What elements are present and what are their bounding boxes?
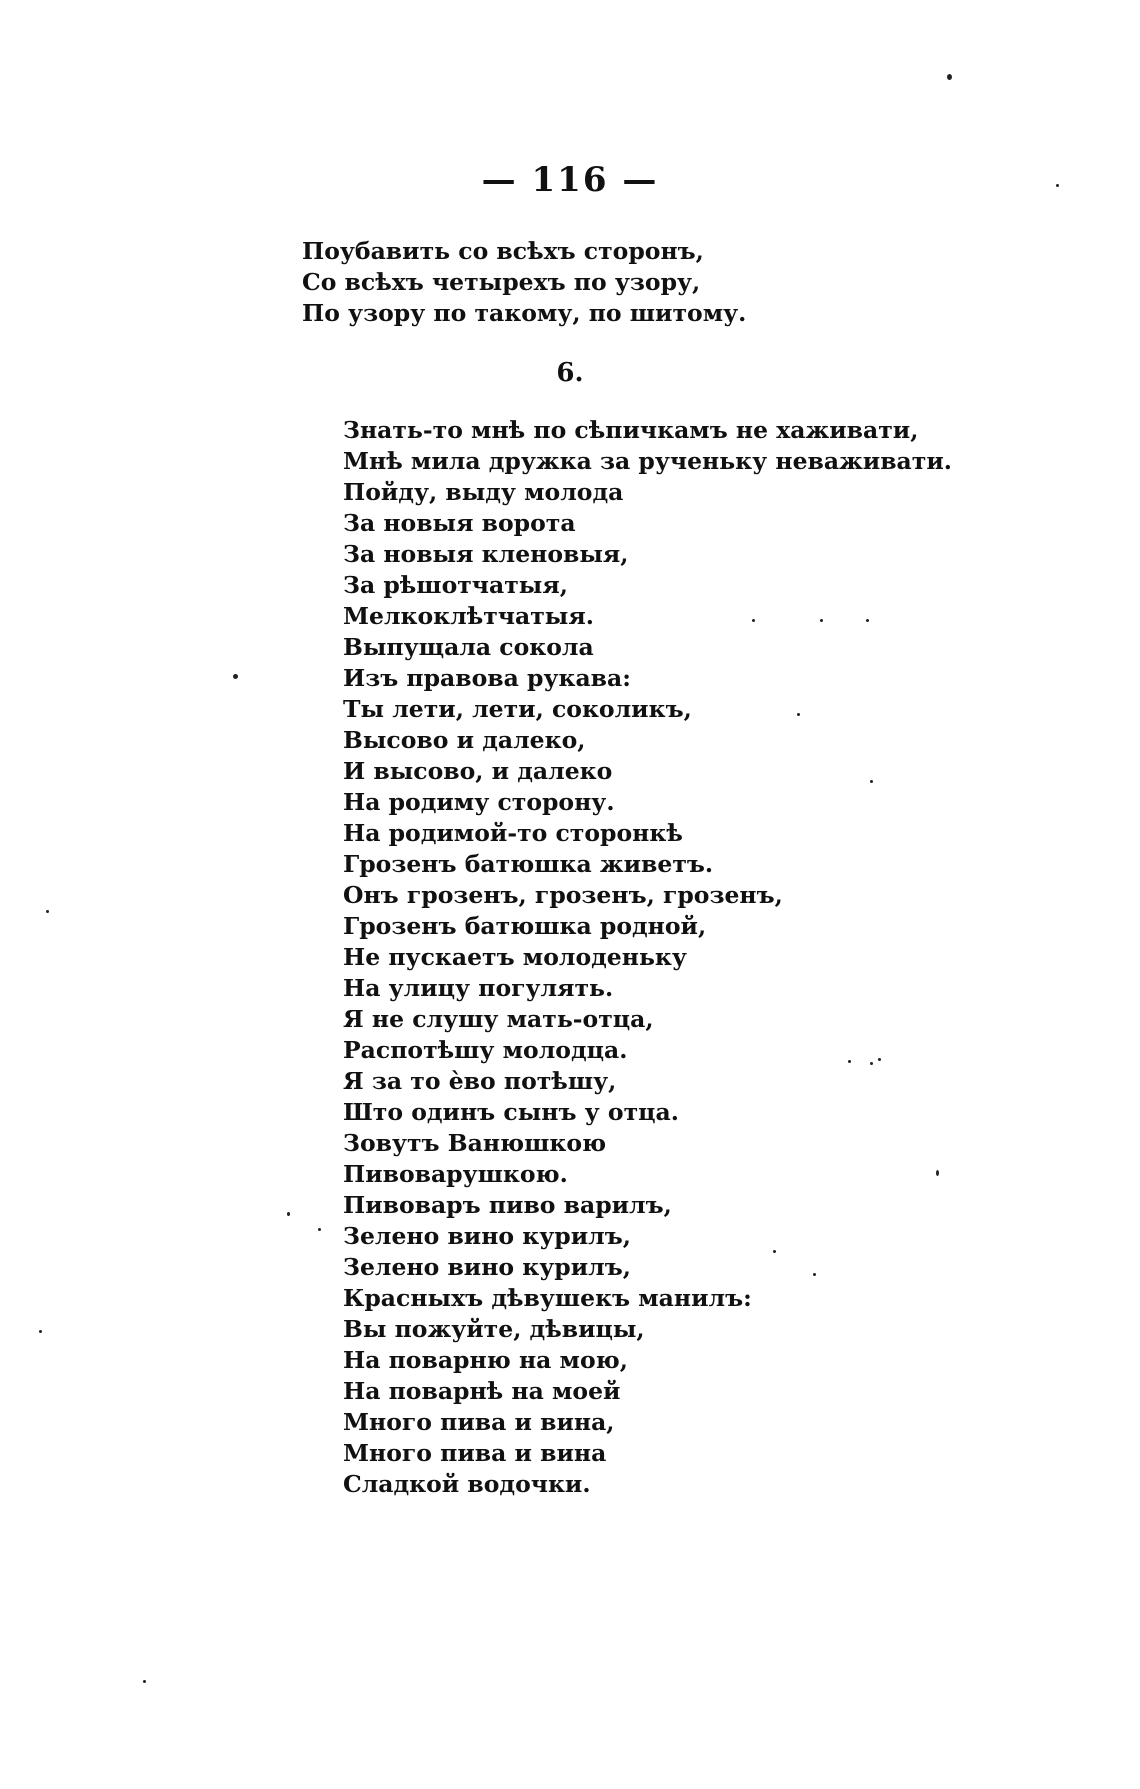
verse-line: На поварнѣ на моей xyxy=(343,1377,621,1405)
scan-speck xyxy=(820,619,823,622)
verse-line: На родимой-то сторонкѣ xyxy=(343,819,683,847)
verse-line: Много пива и вина, xyxy=(343,1408,615,1436)
scan-speck xyxy=(773,1250,776,1253)
scan-speck xyxy=(1056,184,1059,187)
scan-speck xyxy=(870,1062,873,1065)
verse-line: Распотѣшу молодца. xyxy=(343,1036,628,1064)
scan-speck xyxy=(39,1330,42,1333)
verse-line: И высово, и далеко xyxy=(343,757,613,785)
verse-line: Пивоварушкою. xyxy=(343,1160,568,1188)
scan-speck xyxy=(287,1212,290,1216)
scan-speck xyxy=(233,674,238,679)
verse-line: Пойду, выду молода xyxy=(343,478,624,506)
verse-line: Зовутъ Ванюшкою xyxy=(343,1129,607,1157)
scan-speck xyxy=(947,74,952,80)
verse-line: Выпущала сокола xyxy=(343,633,594,661)
verse-line: Я не слушу мать-отца, xyxy=(343,1005,654,1033)
verse-line: Онъ грозенъ, грозенъ, грозенъ, xyxy=(343,881,783,909)
verse-line: Зелено вино курилъ, xyxy=(343,1253,631,1281)
verse-line: За новыя ворота xyxy=(343,509,576,537)
verse-line: Пивоваръ пиво варилъ, xyxy=(343,1191,672,1219)
verse-line: На поварню на мою, xyxy=(343,1346,628,1374)
song-verses xyxy=(343,415,952,1500)
scan-speck xyxy=(797,713,800,716)
verse-line: Красныхъ дѣвушекъ манилъ: xyxy=(343,1284,752,1312)
verse-line: Я за то ѐво потѣшу, xyxy=(343,1067,617,1095)
verse-line: За рѣшотчатыя, xyxy=(343,571,568,599)
verse-line: Ты лети, лети, соколикъ, xyxy=(343,695,692,723)
verse-line: На родиму сторону. xyxy=(343,788,615,816)
verse-line: Изъ правова рукава: xyxy=(343,664,631,692)
verse-line: Грозенъ батюшка живетъ. xyxy=(343,850,714,878)
verse-line: Со всѣхъ четырехъ по узору, xyxy=(302,268,701,296)
song-number: 6. xyxy=(556,358,584,388)
previous-stanza xyxy=(302,236,746,329)
scan-speck xyxy=(143,1680,146,1683)
scan-speck xyxy=(870,780,873,783)
scan-speck xyxy=(46,910,49,913)
verse-line: Знать-то мнѣ по сѣпичкамъ не хаживати, xyxy=(343,416,919,444)
verse-line: За новыя кленовыя, xyxy=(343,540,629,568)
verse-line: На улицу погулять. xyxy=(343,974,614,1002)
verse-line: Зелено вино курилъ, xyxy=(343,1222,631,1250)
verse-line: По узору по такому, по шитому. xyxy=(302,299,747,327)
verse-line: Сладкой водочки. xyxy=(343,1470,591,1498)
verse-line: Высово и далеко, xyxy=(343,726,586,754)
verse-line: Не пускаетъ молоденьку xyxy=(343,943,687,971)
verse-line: Поубавить со всѣхъ сторонъ, xyxy=(302,237,704,265)
page-number: — 116 — xyxy=(481,160,659,200)
verse-line: Много пива и вина xyxy=(343,1439,607,1467)
scan-speck xyxy=(318,1228,321,1231)
scan-speck xyxy=(936,1170,939,1176)
scan-speck xyxy=(848,1060,851,1063)
scan-speck xyxy=(813,1273,816,1276)
scan-speck xyxy=(866,619,869,622)
verse-line: Грозенъ батюшка родной, xyxy=(343,912,707,940)
verse-line: Мнѣ мила дружка за рученьку неваживати. xyxy=(343,447,952,475)
verse-line: Што одинъ сынъ у отца. xyxy=(343,1098,679,1126)
scan-speck xyxy=(878,1058,881,1061)
scan-speck xyxy=(752,619,755,622)
verse-line: Вы пожуйте, дѣвицы, xyxy=(343,1315,645,1343)
verse-line: Мелкоклѣтчатыя. xyxy=(343,602,594,630)
